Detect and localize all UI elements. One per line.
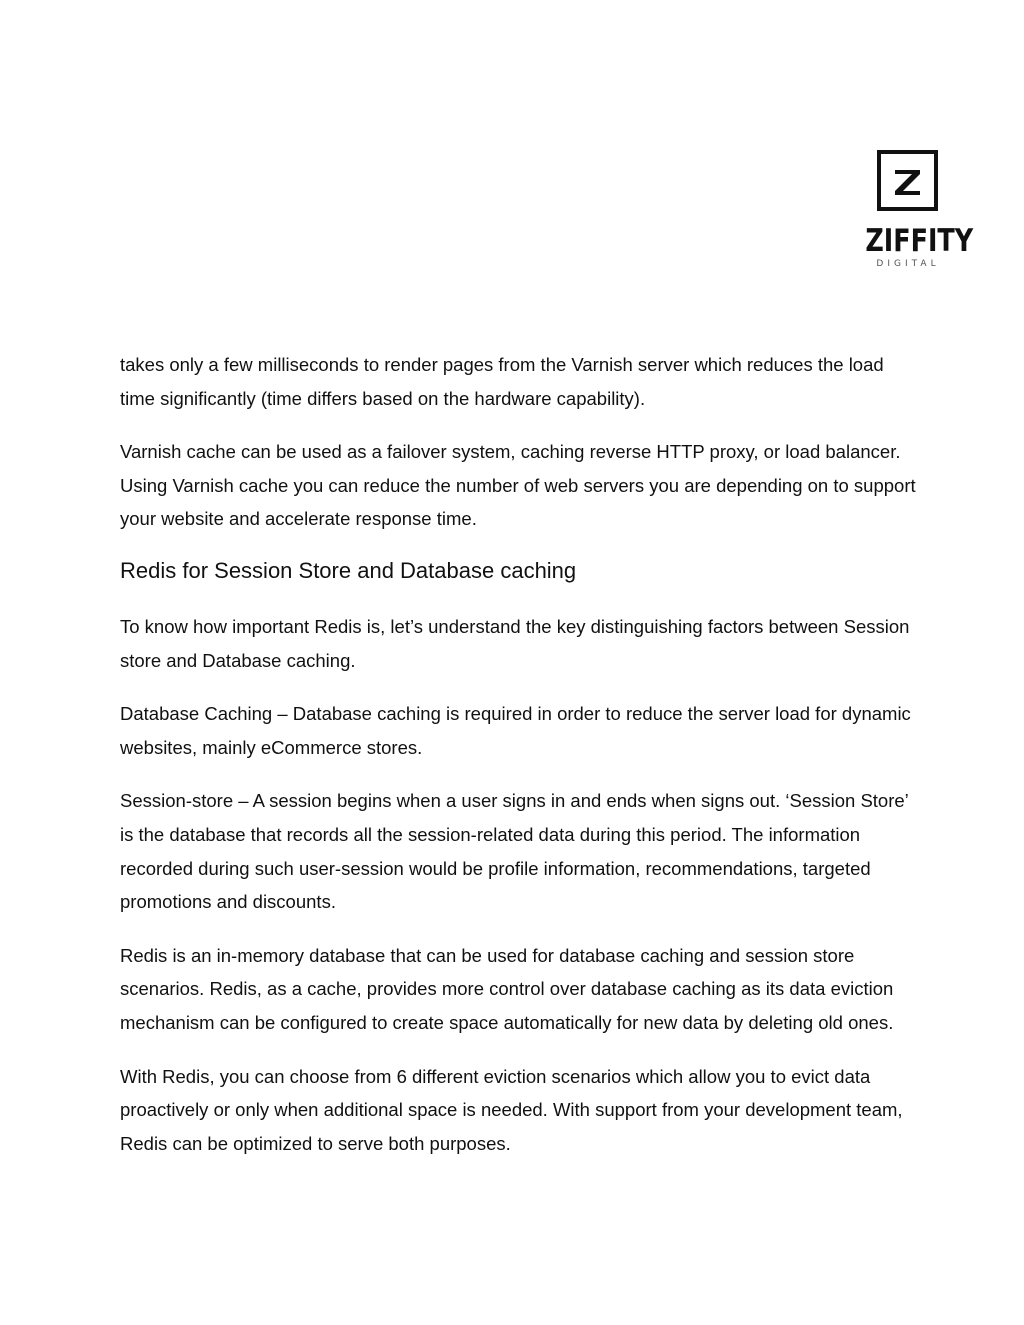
paragraph-database-caching: Database Caching – Database caching is required in order to reduce the server load for dynamic websites, mainly eCommerce stores. <box>120 703 911 758</box>
paragraph-varnish-failover: Varnish cache can be used as a failover system, caching reverse HTTP proxy, or load balancer. Using Varnish cache you can reduce the number of web servers you are depending on to support your website and accelerate response time. <box>120 441 916 530</box>
z-monogram-icon <box>877 150 938 211</box>
logo-brand-text: ZIFFITY <box>865 223 974 259</box>
paragraph-redis-in-memory: Redis is an in-memory database that can be used for database caching and session store scenarios. Redis, as a cache, provides more control over database caching as its data eviction mechanism can be configured to create space automatically for new data by deleting old ones. <box>120 944 894 1033</box>
logo-sub-text: DIGITAL <box>876 259 940 269</box>
paragraph-redis-intro: To know how important Redis is, let’s understand the key distinguishing factors between Session store and Database caching. <box>120 615 910 671</box>
ziffity-logo <box>856 148 974 278</box>
document-body <box>120 348 920 1180</box>
paragraph-session-store: Session-store – A session begins when a user signs in and ends when signs out. ‘Session Store’ is the database that records all the session-related data during this period. The information recorded during such user-session would be profile information, recommendations, targeted promotions and discounts. <box>120 790 909 913</box>
paragraph-redis-eviction: With Redis, you can choose from 6 different eviction scenarios which allow you to evict data proactively or only when additional space is needed. With support from your development team, Redis can be optimized to serve both purposes. <box>120 1065 903 1154</box>
paragraph-varnish-render: takes only a few milliseconds to render pages from the Varnish server which reduces the load time significantly (time differs based on the hardware capability). <box>120 354 884 409</box>
section-heading-redis: Redis for Session Store and Database caching <box>120 557 577 583</box>
